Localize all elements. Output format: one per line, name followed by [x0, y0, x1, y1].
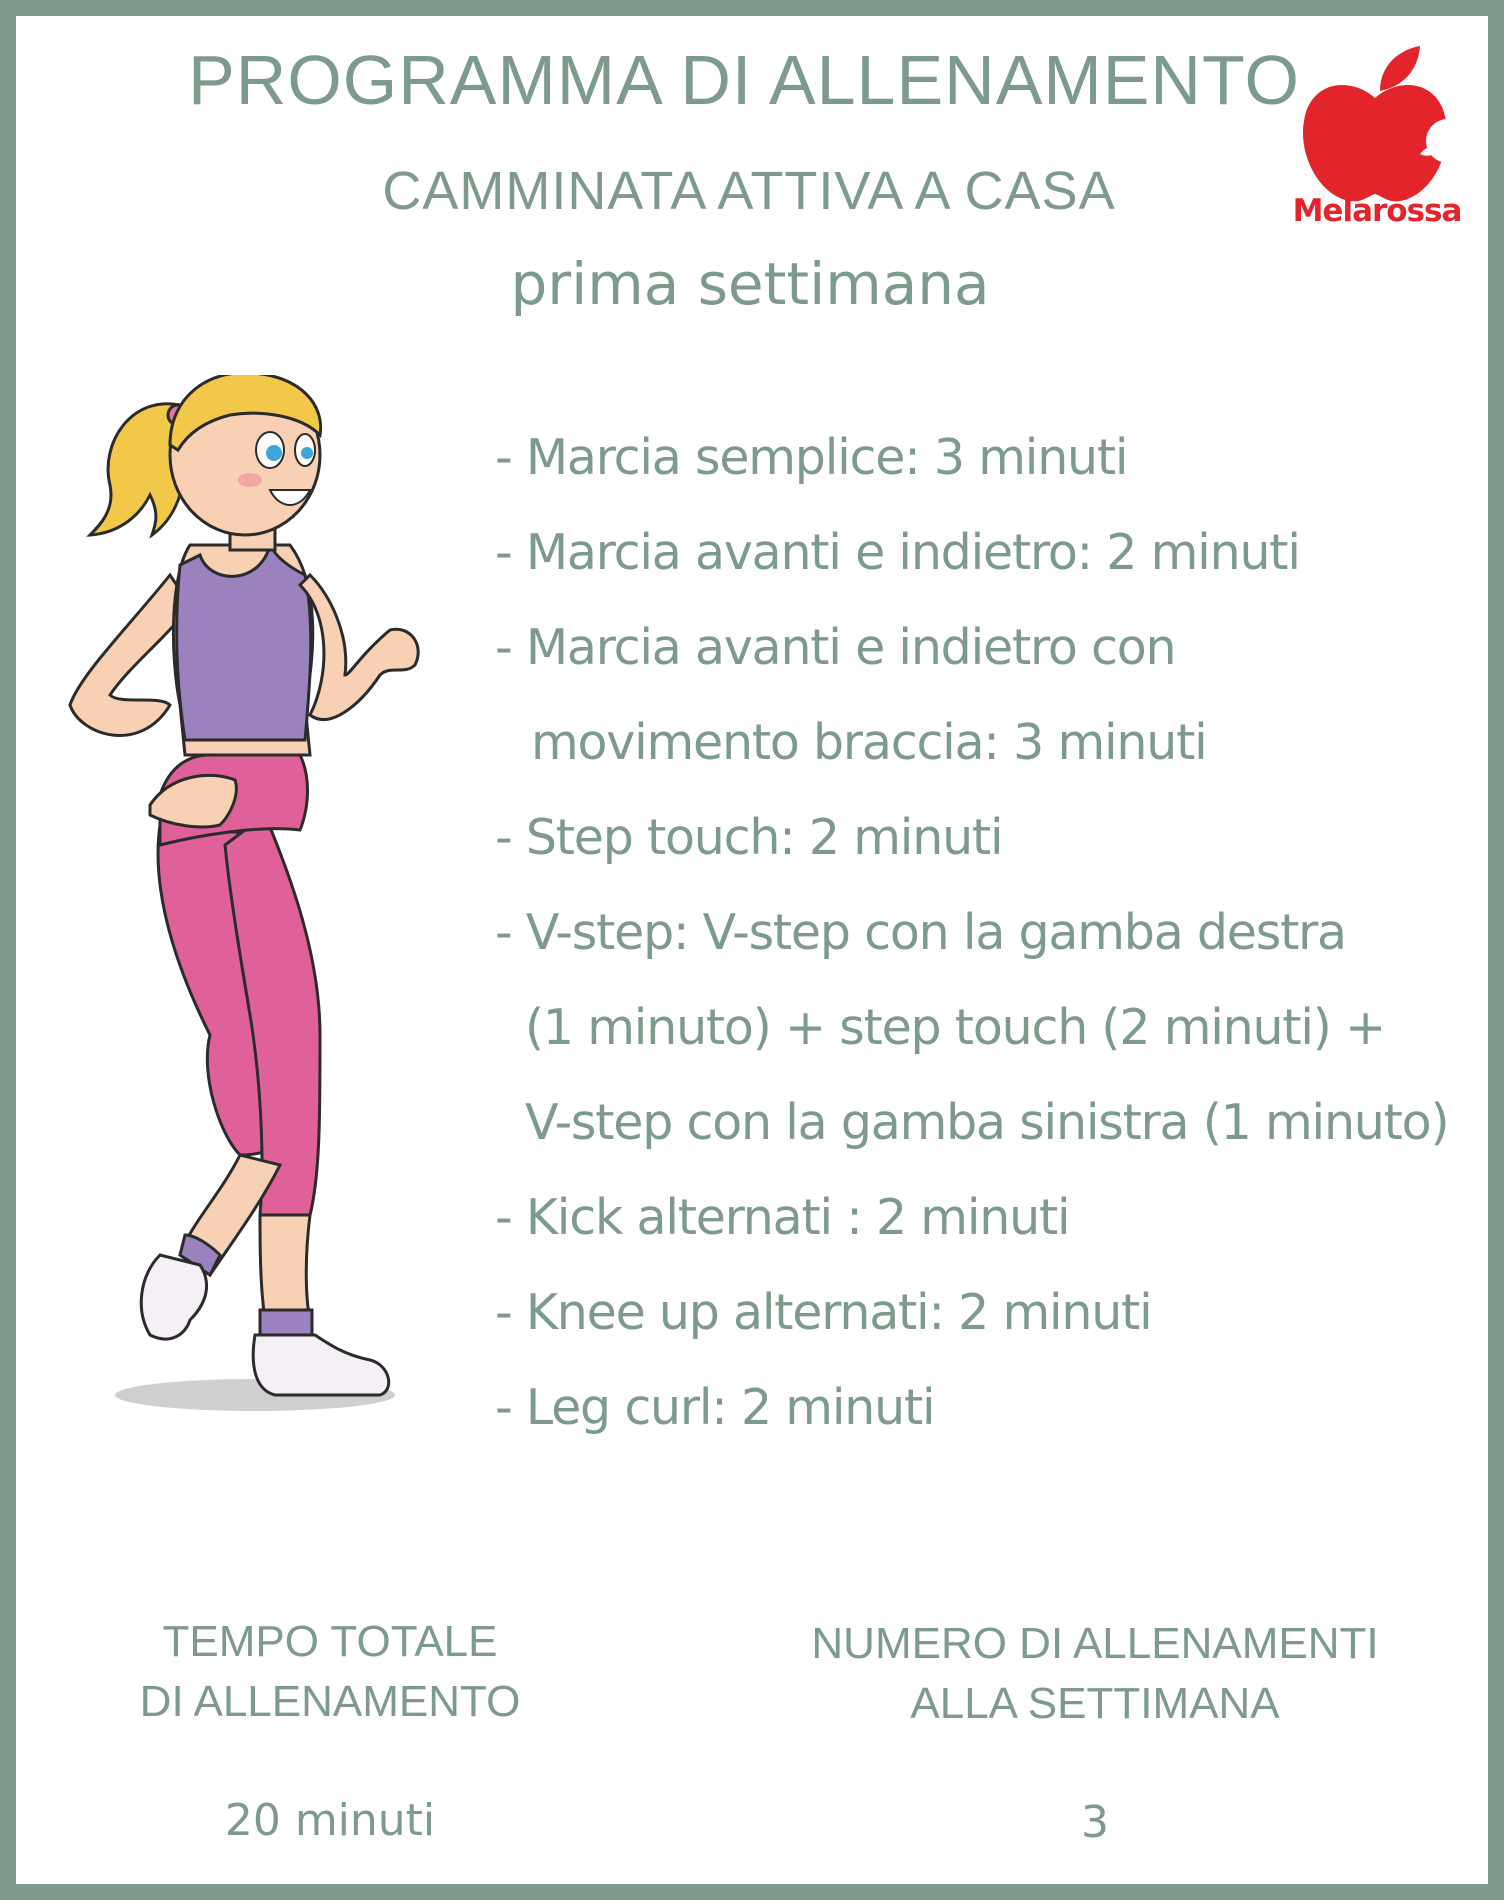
list-item: - Leg curl: 2 minuti	[495, 1379, 935, 1436]
week-label: prima settimana	[510, 250, 990, 318]
exercise-list	[495, 410, 1448, 1455]
sessions-label-line1: NUMERO DI ALLENAMENTI	[811, 1619, 1379, 1668]
page-title: PROGRAMMA DI ALLENAMENTO	[188, 41, 1300, 119]
list-item: - Marcia avanti e indietro: 2 minuti	[495, 524, 1300, 581]
total-time-value: 20 minuti	[224, 1795, 436, 1846]
sessions-label-line2: ALLA SETTIMANA	[910, 1679, 1280, 1728]
brand-name: Melarossa	[1292, 193, 1462, 229]
list-item: - Step touch: 2 minuti	[495, 809, 1003, 866]
list-item: - V-step: V-step con la gamba destra	[495, 904, 1346, 961]
total-time-label-line2: DI ALLENAMENTO	[139, 1677, 521, 1726]
list-item: - Kick alternati : 2 minuti	[495, 1189, 1070, 1246]
list-item: - Marcia avanti e indietro con	[495, 619, 1176, 676]
total-time-label-line1: TEMPO TOTALE	[162, 1617, 498, 1666]
list-item: - Marcia semplice: 3 minuti	[495, 429, 1128, 486]
runner-illustration	[60, 375, 460, 1435]
page-subtitle: CAMMINATA ATTIVA A CASA	[382, 161, 1116, 221]
sessions-label	[780, 1614, 1410, 1734]
total-time-label	[130, 1612, 530, 1732]
list-item: movimento braccia: 3 minuti	[531, 714, 1207, 771]
list-item: V-step con la gamba sinistra (1 minuto)	[525, 1094, 1449, 1151]
sessions-value: 3	[1081, 1797, 1109, 1848]
list-item: (1 minuto) + step touch (2 minuti) +	[525, 999, 1385, 1056]
list-item: - Knee up alternati: 2 minuti	[495, 1284, 1152, 1341]
